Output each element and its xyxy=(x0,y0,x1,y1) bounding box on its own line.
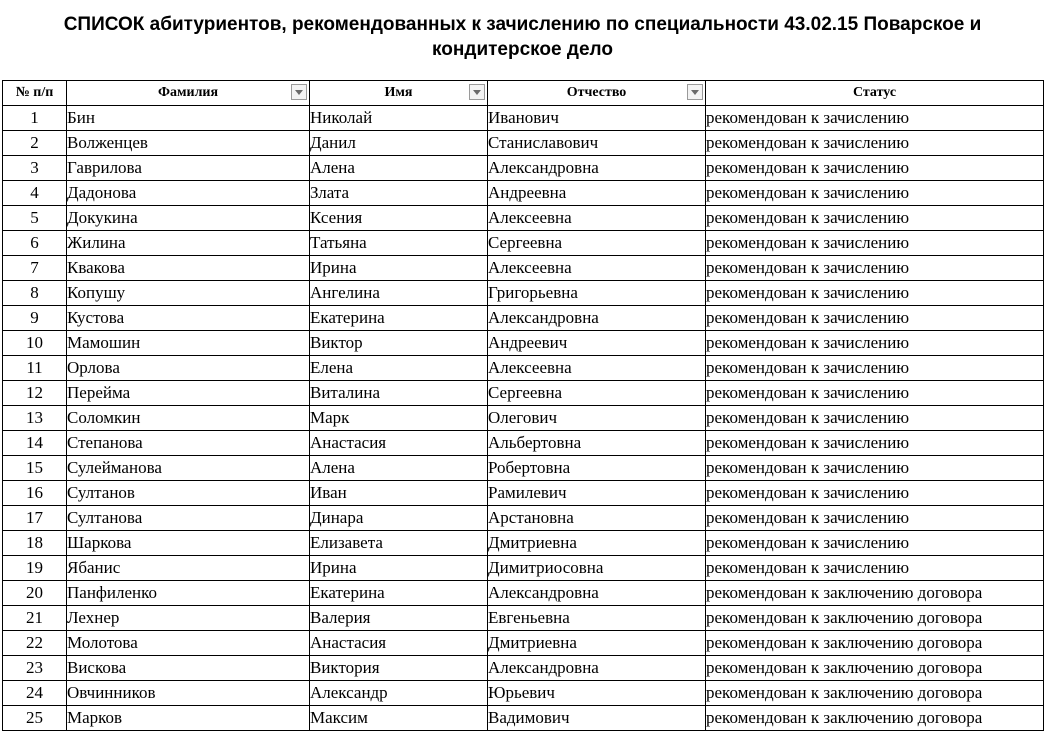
table-row xyxy=(3,406,1044,431)
cell-surname: Дадонова xyxy=(67,181,310,206)
cell-status: рекомендован к зачислению xyxy=(706,556,1044,581)
table-row xyxy=(3,656,1044,681)
table-row xyxy=(3,506,1044,531)
cell-surname: Панфиленко xyxy=(67,581,310,606)
cell-patronymic: Сергеевна xyxy=(488,231,706,256)
cell-number: 21 xyxy=(3,606,67,631)
cell-number: 2 xyxy=(3,131,67,156)
table-row xyxy=(3,681,1044,706)
column-header-patronymic xyxy=(488,81,706,106)
cell-number: 17 xyxy=(3,506,67,531)
cell-patronymic: Сергеевна xyxy=(488,381,706,406)
cell-patronymic: Иванович xyxy=(488,106,706,131)
cell-patronymic: Григорьевна xyxy=(488,281,706,306)
cell-status: рекомендован к заключению договора xyxy=(706,681,1044,706)
cell-patronymic: Робертовна xyxy=(488,456,706,481)
cell-surname: Соломкин xyxy=(67,406,310,431)
cell-name: Елена xyxy=(310,356,488,381)
cell-number: 3 xyxy=(3,156,67,181)
cell-name: Александр xyxy=(310,681,488,706)
table-row xyxy=(3,306,1044,331)
cell-name: Ирина xyxy=(310,556,488,581)
page-title-line-2: кондитерское дело xyxy=(432,39,613,60)
cell-status: рекомендован к зачислению xyxy=(706,456,1044,481)
cell-status: рекомендован к зачислению xyxy=(706,381,1044,406)
cell-number: 24 xyxy=(3,681,67,706)
cell-number: 16 xyxy=(3,481,67,506)
cell-number: 20 xyxy=(3,581,67,606)
cell-patronymic: Евгеньевна xyxy=(488,606,706,631)
column-header-name-label: Имя xyxy=(384,85,413,100)
table-row xyxy=(3,256,1044,281)
cell-status: рекомендован к зачислению xyxy=(706,506,1044,531)
cell-status: рекомендован к заключению договора xyxy=(706,606,1044,631)
cell-number: 5 xyxy=(3,206,67,231)
cell-name: Ксения xyxy=(310,206,488,231)
cell-status: рекомендован к заключению договора xyxy=(706,631,1044,656)
cell-status: рекомендован к зачислению xyxy=(706,106,1044,131)
cell-name: Анастасия xyxy=(310,631,488,656)
cell-patronymic: Рамилевич xyxy=(488,481,706,506)
cell-name: Екатерина xyxy=(310,306,488,331)
cell-status: рекомендован к зачислению xyxy=(706,431,1044,456)
cell-surname: Волженцев xyxy=(67,131,310,156)
cell-status: рекомендован к зачислению xyxy=(706,281,1044,306)
cell-patronymic: Александровна xyxy=(488,306,706,331)
cell-status: рекомендован к зачислению xyxy=(706,531,1044,556)
cell-number: 6 xyxy=(3,231,67,256)
table-row xyxy=(3,356,1044,381)
column-header-status-label: Статус xyxy=(852,85,897,100)
cell-patronymic: Андреевна xyxy=(488,181,706,206)
cell-number: 8 xyxy=(3,281,67,306)
column-header-name xyxy=(310,81,488,106)
table-row xyxy=(3,131,1044,156)
table-row xyxy=(3,581,1044,606)
table-row xyxy=(3,531,1044,556)
cell-number: 13 xyxy=(3,406,67,431)
cell-surname: Копушу xyxy=(67,281,310,306)
cell-patronymic: Алексеевна xyxy=(488,206,706,231)
cell-name: Виктория xyxy=(310,656,488,681)
cell-surname: Султанов xyxy=(67,481,310,506)
page-title xyxy=(0,12,1045,62)
cell-surname: Сулейманова xyxy=(67,456,310,481)
cell-status: рекомендован к зачислению xyxy=(706,306,1044,331)
table-row xyxy=(3,206,1044,231)
table-row xyxy=(3,381,1044,406)
table-row xyxy=(3,556,1044,581)
cell-name: Ирина xyxy=(310,256,488,281)
column-header-num-label: № п/п xyxy=(15,85,54,100)
cell-surname: Султанова xyxy=(67,506,310,531)
page-title-line-1: СПИСОК абитуриентов, рекомендованных к зачислению по специальности 43.02.15 Поварское и xyxy=(63,14,982,35)
cell-status: рекомендован к зачислению xyxy=(706,156,1044,181)
column-header-num xyxy=(3,81,67,106)
table-body xyxy=(3,106,1044,731)
applicants-table xyxy=(2,80,1044,731)
cell-name: Иван xyxy=(310,481,488,506)
table-row xyxy=(3,431,1044,456)
cell-patronymic: Дмитриевна xyxy=(488,631,706,656)
cell-patronymic: Александровна xyxy=(488,656,706,681)
cell-status: рекомендован к зачислению xyxy=(706,406,1044,431)
table-row xyxy=(3,231,1044,256)
table-header-row xyxy=(3,81,1044,106)
cell-patronymic: Андреевич xyxy=(488,331,706,356)
cell-name: Максим xyxy=(310,706,488,731)
cell-number: 9 xyxy=(3,306,67,331)
cell-patronymic: Алексеевна xyxy=(488,256,706,281)
table-row xyxy=(3,331,1044,356)
cell-number: 14 xyxy=(3,431,67,456)
column-header-status xyxy=(706,81,1044,106)
cell-patronymic: Юрьевич xyxy=(488,681,706,706)
cell-number: 7 xyxy=(3,256,67,281)
cell-name: Екатерина xyxy=(310,581,488,606)
cell-surname: Марков xyxy=(67,706,310,731)
cell-name: Марк xyxy=(310,406,488,431)
cell-number: 12 xyxy=(3,381,67,406)
cell-name: Елизавета xyxy=(310,531,488,556)
cell-status: рекомендован к зачислению xyxy=(706,206,1044,231)
cell-number: 4 xyxy=(3,181,67,206)
cell-surname: Степанова xyxy=(67,431,310,456)
column-header-surname-label: Фамилия xyxy=(157,85,219,100)
cell-name: Алена xyxy=(310,456,488,481)
cell-name: Виталина xyxy=(310,381,488,406)
cell-surname: Бин xyxy=(67,106,310,131)
cell-name: Данил xyxy=(310,131,488,156)
cell-surname: Орлова xyxy=(67,356,310,381)
cell-name: Валерия xyxy=(310,606,488,631)
cell-name: Ангелина xyxy=(310,281,488,306)
cell-name: Виктор xyxy=(310,331,488,356)
cell-patronymic: Димитриосовна xyxy=(488,556,706,581)
table-row xyxy=(3,181,1044,206)
cell-number: 23 xyxy=(3,656,67,681)
cell-name: Динара xyxy=(310,506,488,531)
table-row xyxy=(3,106,1044,131)
cell-surname: Мамошин xyxy=(67,331,310,356)
cell-patronymic: Вадимович xyxy=(488,706,706,731)
filter-dropdown-icon[interactable] xyxy=(291,84,307,100)
cell-status: рекомендован к зачислению xyxy=(706,331,1044,356)
cell-patronymic: Дмитриевна xyxy=(488,531,706,556)
cell-name: Татьяна xyxy=(310,231,488,256)
cell-patronymic: Станиславович xyxy=(488,131,706,156)
cell-patronymic: Александровна xyxy=(488,581,706,606)
cell-number: 25 xyxy=(3,706,67,731)
cell-status: рекомендован к зачислению xyxy=(706,131,1044,156)
filter-dropdown-icon[interactable] xyxy=(687,84,703,100)
table-row xyxy=(3,706,1044,731)
cell-name: Алена xyxy=(310,156,488,181)
cell-surname: Молотова xyxy=(67,631,310,656)
table-row xyxy=(3,281,1044,306)
cell-surname: Жилина xyxy=(67,231,310,256)
cell-name: Николай xyxy=(310,106,488,131)
cell-patronymic: Александровна xyxy=(488,156,706,181)
cell-name: Анастасия xyxy=(310,431,488,456)
cell-surname: Шаркова xyxy=(67,531,310,556)
column-header-patronymic-label: Отчество xyxy=(566,85,627,100)
table-row xyxy=(3,481,1044,506)
cell-number: 19 xyxy=(3,556,67,581)
cell-surname: Квакова xyxy=(67,256,310,281)
cell-status: рекомендован к зачислению xyxy=(706,181,1044,206)
cell-number: 11 xyxy=(3,356,67,381)
filter-dropdown-icon[interactable] xyxy=(469,84,485,100)
table-row xyxy=(3,156,1044,181)
cell-surname: Перейма xyxy=(67,381,310,406)
cell-status: рекомендован к заключению договора xyxy=(706,656,1044,681)
cell-number: 18 xyxy=(3,531,67,556)
cell-status: рекомендован к зачислению xyxy=(706,231,1044,256)
cell-number: 22 xyxy=(3,631,67,656)
cell-status: рекомендован к зачислению xyxy=(706,356,1044,381)
cell-number: 10 xyxy=(3,331,67,356)
cell-status: рекомендован к зачислению xyxy=(706,256,1044,281)
cell-name: Злата xyxy=(310,181,488,206)
cell-surname: Лехнер xyxy=(67,606,310,631)
column-header-surname xyxy=(67,81,310,106)
cell-surname: Гаврилова xyxy=(67,156,310,181)
cell-surname: Докукина xyxy=(67,206,310,231)
cell-patronymic: Арстановна xyxy=(488,506,706,531)
table-row xyxy=(3,631,1044,656)
cell-status: рекомендован к заключению договора xyxy=(706,581,1044,606)
cell-status: рекомендован к зачислению xyxy=(706,481,1044,506)
cell-patronymic: Алексеевна xyxy=(488,356,706,381)
cell-surname: Овчинников xyxy=(67,681,310,706)
cell-surname: Вискова xyxy=(67,656,310,681)
cell-surname: Ябанис xyxy=(67,556,310,581)
table-row xyxy=(3,456,1044,481)
cell-number: 1 xyxy=(3,106,67,131)
cell-status: рекомендован к заключению договора xyxy=(706,706,1044,731)
cell-patronymic: Олегович xyxy=(488,406,706,431)
cell-number: 15 xyxy=(3,456,67,481)
cell-surname: Кустова xyxy=(67,306,310,331)
cell-patronymic: Альбертовна xyxy=(488,431,706,456)
table-row xyxy=(3,606,1044,631)
